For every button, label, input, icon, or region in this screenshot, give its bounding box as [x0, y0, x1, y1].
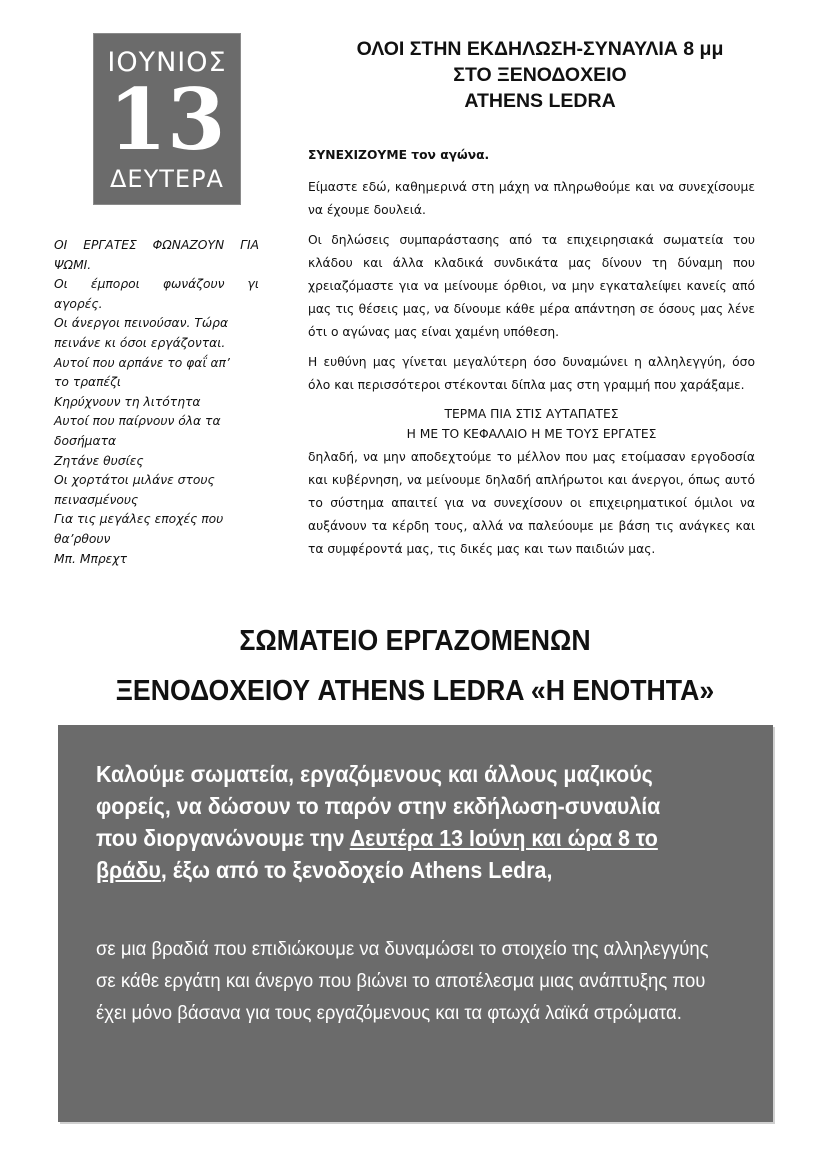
poem-author: Μπ. Μπρεχτ — [54, 551, 127, 566]
headline-line: ΟΛΟΙ ΣΤΗΝ ΕΚΔΗΛΩΣΗ-ΣΥΝΑΥΛΙΑ 8 μμ — [356, 38, 724, 60]
date-month: ΙΟΥΝΙΟΣ — [107, 47, 227, 78]
brecht-poem — [54, 236, 259, 569]
call-intro — [96, 758, 701, 886]
poem-line: Οι άνεργοι πεινούσαν. Τώρα — [54, 316, 229, 331]
body-lead: ΣΥΝΕΧΙΖΟΥΜΕ τον αγώνα. — [308, 148, 490, 162]
body-text — [308, 144, 755, 568]
poem-line: πεινάνε κι όσοι εργάζονται. — [54, 335, 226, 350]
call-location: , έξω από το ξενοδοχείο Athens Ledra, — [160, 857, 553, 883]
date-badge — [93, 33, 241, 205]
headline-line: ATHENS LEDRA — [464, 90, 616, 112]
union-title-line: ΞΕΝΟΔΟΧΕΙΟΥ ATHENS LEDRA «Η ΕΝΟΤΗΤΑ» — [115, 675, 715, 707]
slogan — [308, 404, 755, 444]
date-weekday: ΔΕΥΤΕΡΑ — [110, 165, 224, 193]
slogan-line: Η ΜΕ ΤΟ ΚΕΦΑΛΑΙΟ Η ΜΕ ΤΟΥΣ ΕΡΓΑΤΕΣ — [406, 427, 657, 441]
poem-line: θα’ρθουν — [54, 531, 111, 546]
poem-line: Για τις μεγάλες εποχές που — [54, 512, 224, 527]
poem-line: πεινασμένους — [54, 492, 139, 507]
call-body: σε μια βραδιά που επιδιώκουμε να δυναμώσει το στοιχείο της αλληλεγγύης σε κάθε εργάτη και άνεργο που βιώνει το αποτέλεσμα μιας ανάπτυξης που έχει μόνο βάσανα για τους εργαζόμενους και τα φτωχά λαϊκά στρώματα. — [96, 938, 709, 1024]
date-day: 13 — [108, 70, 226, 169]
slogan-line: ΤΕΡΜΑ ΠΙΑ ΣΤΙΣ ΑΥΤΑΠΑΤΕΣ — [444, 407, 619, 421]
call-intro-text: Καλούμε σωματεία, εργαζόμενους και άλλους μαζικούς φορείς, να δώσουν το παρόν στην εκδήλωση-συναυλία που διοργανώνουμε την — [96, 761, 661, 851]
call-to-action-box — [58, 725, 773, 1122]
poem-line: δοσήματα — [54, 433, 117, 448]
poem-line: Οι έμποροι φωνάζουν γι — [54, 277, 259, 292]
body-paragraph: Η ευθύνη μας γίνεται μεγαλύτερη όσο δυναμώνει η αλληλεγγύη, όσο όλο και περισσότεροι στέκονται δίπλα μας στη γραμμή που χαράξαμε. — [308, 355, 755, 392]
event-date-time: Δευτέρα 13 Ιούνη και ώρα 8 το βράδυ — [96, 825, 658, 883]
body-paragraph: Είμαστε εδώ, καθημερινά στη μάχη να πληρωθούμε και να συνεχίσουμε να έχουμε δουλειά. — [308, 180, 755, 217]
poem-line: ΟΙ ΕΡΓΑΤΕΣ ΦΩΝΑΖΟΥΝ ΓΙΑ — [54, 238, 259, 252]
poem-line: Ζητάνε θυσίες — [54, 453, 144, 468]
poem-line: ΨΩΜΙ. — [54, 257, 92, 272]
poem-line: Αυτοί που παίρνουν όλα τα — [54, 414, 221, 429]
event-headline — [290, 36, 790, 114]
poem-line: Οι χορτάτοι μιλάνε στους — [54, 473, 215, 488]
headline-line: ΣΤΟ ΞΕΝΟΔΟΧΕΙΟ — [453, 64, 627, 86]
body-paragraph: Οι δηλώσεις συμπαράστασης από τα επιχειρησιακά σωματεία του κλάδου και άλλα κλαδικά συνδικάτα μας δίνουν τη δύναμη που χρειαζόμαστε για να μείνουμε όρθιοι, να μην εγκαταλείψει κανείς από μας τις θέσεις μας, να δίνουμε κάθε μέρα απάντηση σε όσους μας λένε ότι ο αγώνας μας είναι χαμένη υπόθεση. — [308, 233, 755, 339]
union-title — [70, 616, 760, 716]
poem-line: Κηρύχνουν τη λιτότητα — [54, 394, 201, 409]
body-closing: δηλαδή, να μην αποδεχτούμε το μέλλον που μας ετοίμασαν εργοδοσία και κυβέρνηση, να μείνουμε δηλαδή απλήρωτοι και άνεργοι, όπως αυτό το σύστημα απαιτεί για να συνεχίσουν οι επιχειρηματικοί όμιλοι να αυξάνουν τα κέρδη τους, αλλά να παλεύουμε με βάση τις ανάγκες και τα συμφέροντά μας, τις δικές μας και των παιδιών μας. — [308, 450, 755, 556]
union-title-line: ΣΩΜΑΤΕΙΟ ΕΡΓΑΖΟΜΕΝΩΝ — [239, 625, 591, 657]
poem-line: αγορές. — [54, 296, 103, 311]
poem-line: Αυτοί που αρπάνε το φαΐ απ’ — [54, 355, 230, 370]
poem-line: το τραπέζι — [54, 375, 122, 390]
